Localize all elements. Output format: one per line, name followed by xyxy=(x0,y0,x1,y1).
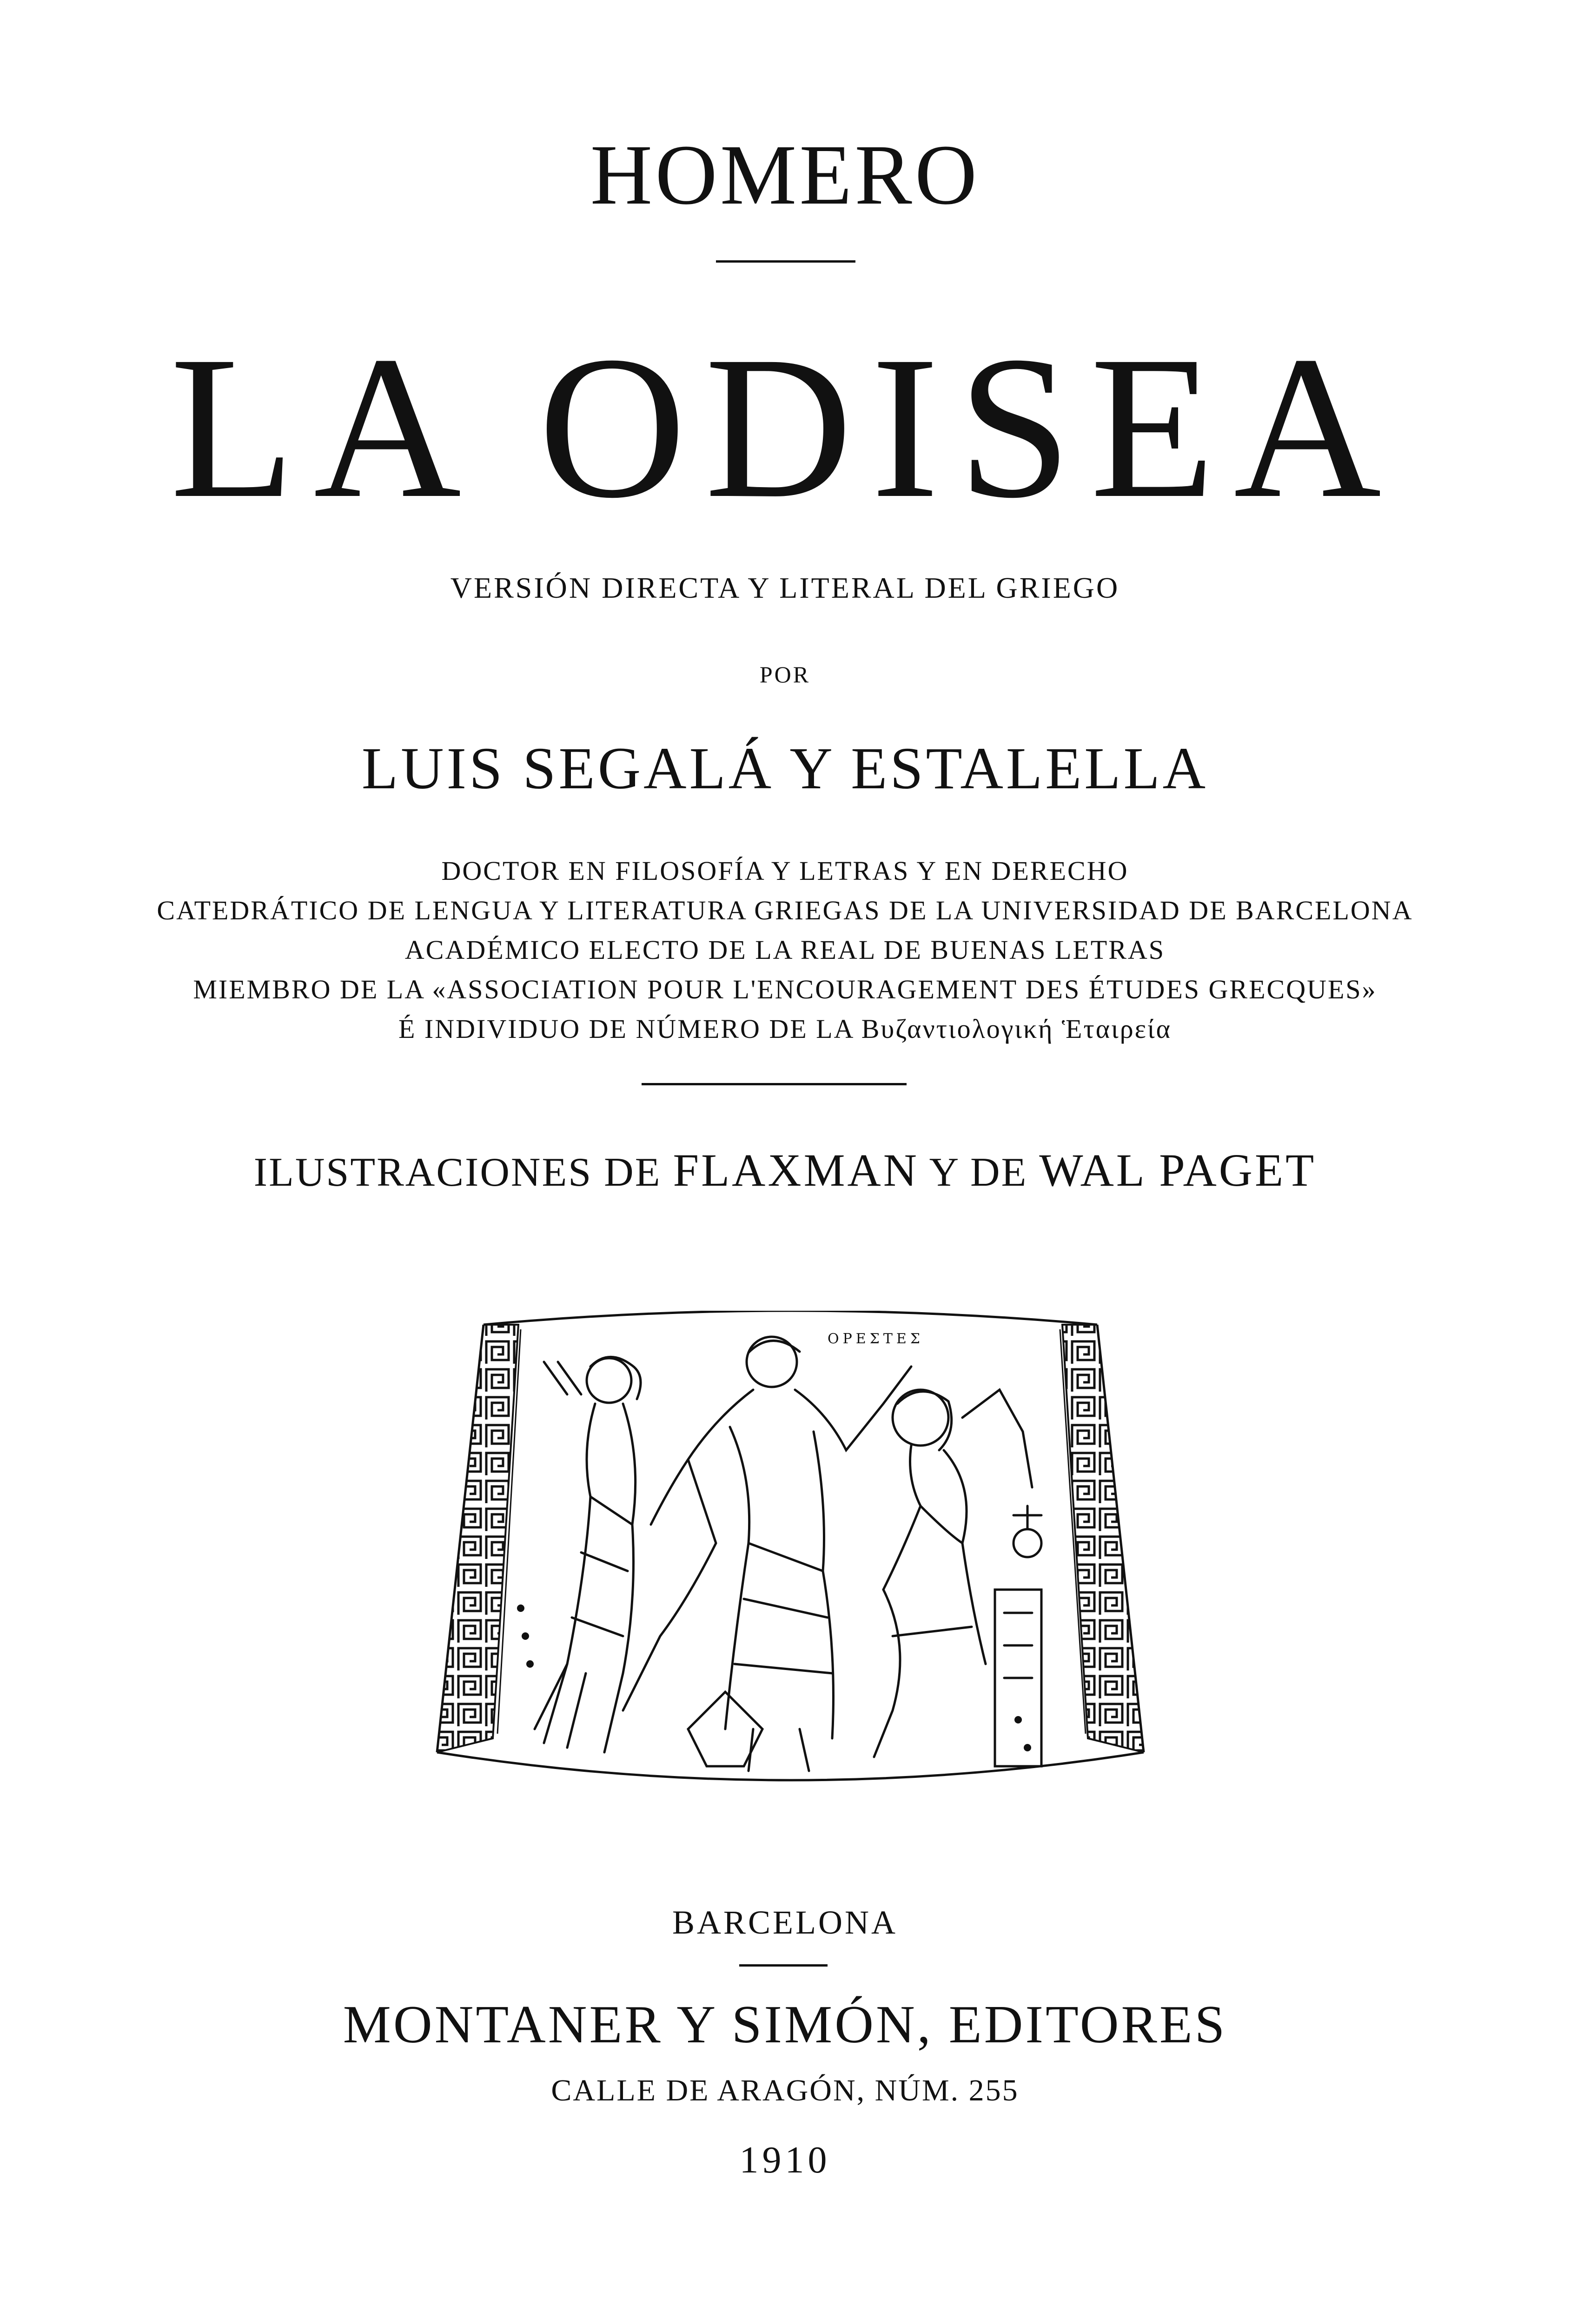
vase-inscription: ΟΡΕΣΤΕΣ xyxy=(828,1331,924,1347)
publisher-address: CALLE DE ARAGÓN, NÚM. 255 xyxy=(551,2073,1019,2107)
credential-line: ACADÉMICO ELECTO DE LA REAL DE BUENAS LETRAS xyxy=(404,935,1166,965)
subtitle: VERSIÓN DIRECTA Y LITERAL DEL GRIEGO xyxy=(450,571,1120,604)
credential-line: DOCTOR EN FILOSOFÍA Y LETRAS Y EN DERECHO xyxy=(441,856,1129,886)
city: BARCELONA xyxy=(672,1904,898,1941)
translator-name: LUIS SEGALÁ Y ESTALELLA xyxy=(361,735,1209,801)
divider-rule xyxy=(716,260,855,263)
publication-year: 1910 xyxy=(739,2139,831,2181)
illustrator-paget: WAL PAGET xyxy=(1039,1144,1317,1196)
illustrator-flaxman: FLAXMAN xyxy=(673,1144,919,1196)
author-name: HOMERO xyxy=(590,127,980,223)
illustrations-joiner: Y DE xyxy=(929,1150,1028,1195)
credential-line: MIEMBRO DE LA «ASSOCIATION POUR L'ENCOURAGEMENT DES ÉTUDES GRECQUES» xyxy=(193,974,1377,1004)
illustrations-prefix: ILUSTRACIONES DE xyxy=(253,1150,662,1195)
divider-rule xyxy=(739,1964,828,1967)
greek-vase-illustration xyxy=(428,1311,1153,1794)
credential-line: É INDIVIDUO DE NÚMERO DE LA Βυζαντιολογική Ἑταιρεία xyxy=(398,1014,1172,1044)
illustrations-credit xyxy=(0,1143,1570,1197)
by-line: POR xyxy=(759,661,811,687)
divider-rule xyxy=(642,1083,907,1085)
book-title: LA ODISEA xyxy=(170,314,1400,541)
publisher: MONTANER Y SIMÓN, EDITORES xyxy=(343,1995,1227,2054)
credential-line: CATEDRÁTICO DE LENGUA Y LITERATURA GRIEGAS DE LA UNIVERSIDAD DE BARCELONA xyxy=(157,895,1413,925)
